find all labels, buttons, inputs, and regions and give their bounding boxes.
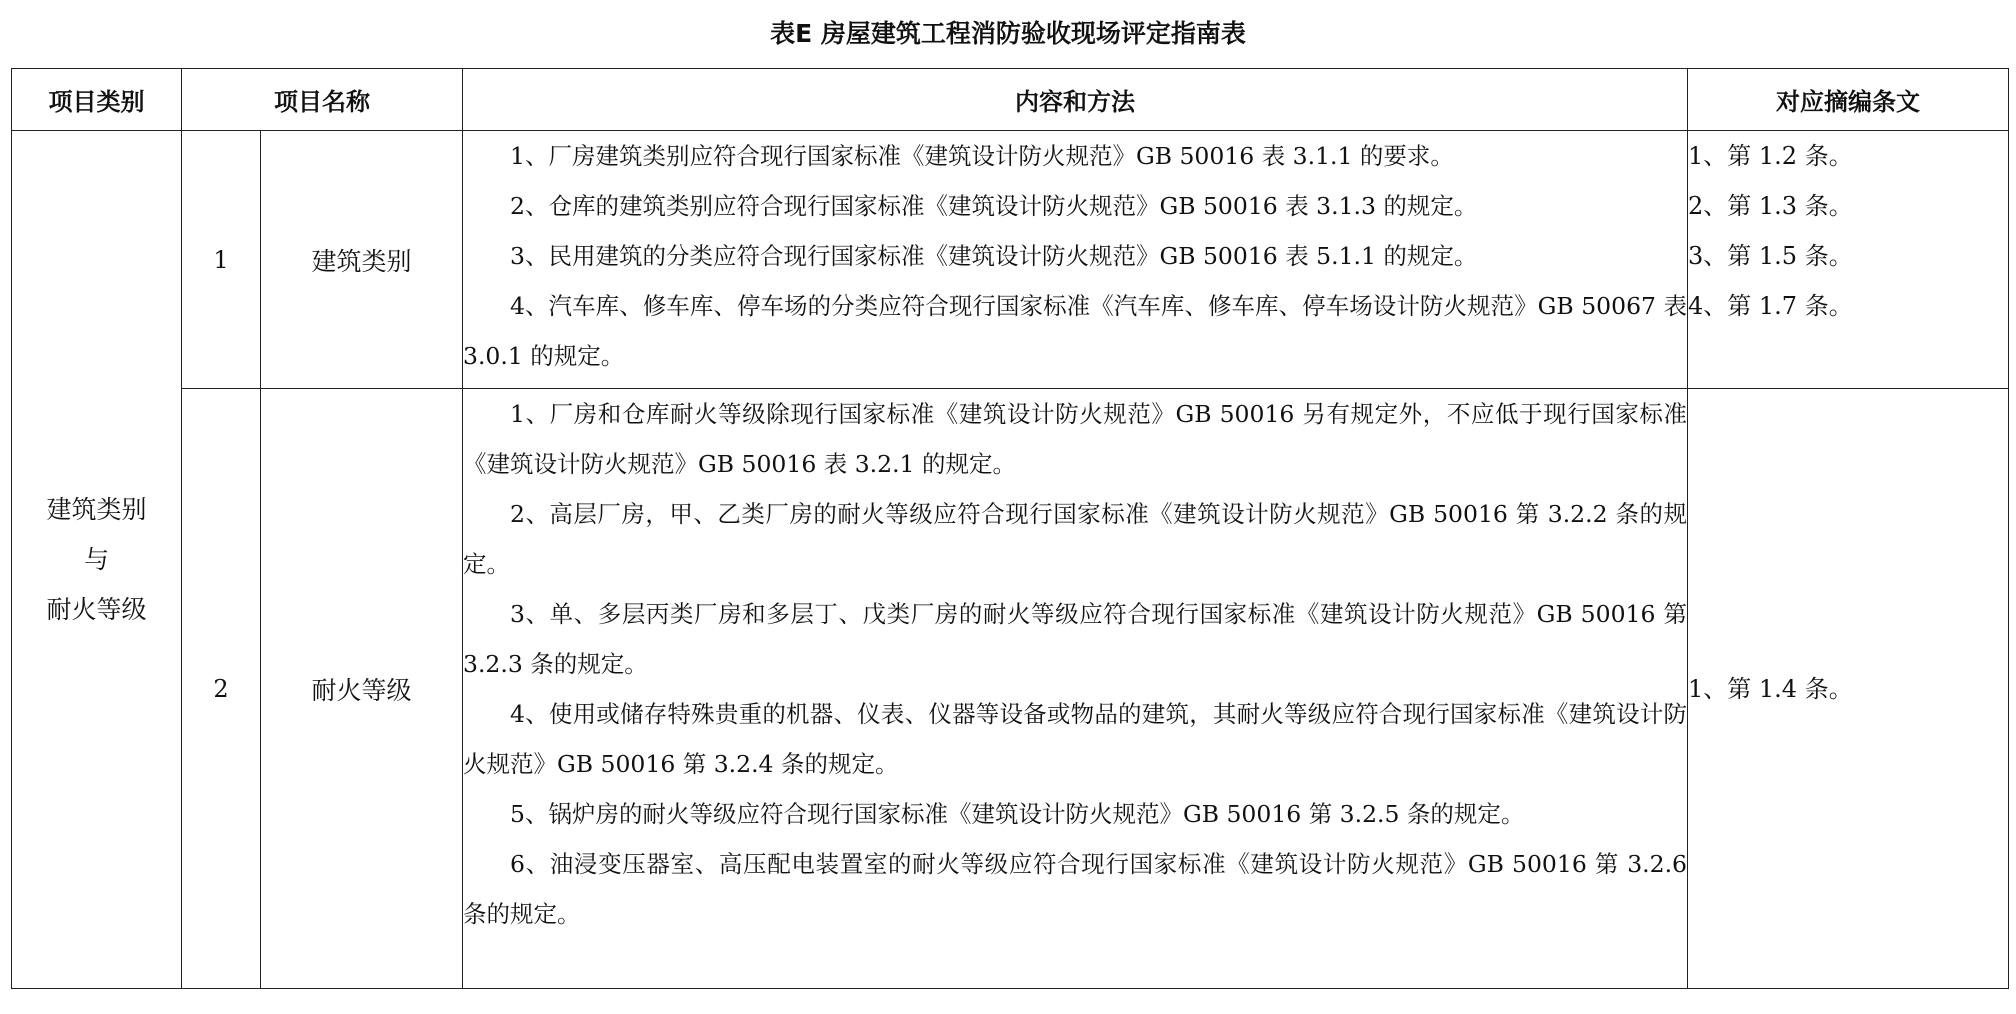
refs-cell [1688,131,2009,389]
ref-item: 4、第 1.7 条。 [1688,292,1853,320]
item-number: 2 [182,389,261,989]
content-paragraph: 1、厂房建筑类别应符合现行国家标准《建筑设计防火规范》GB 50016 表 3.1.1 的要求。 [510,142,1454,170]
content-cell [463,389,1688,989]
ref-item: 1、第 1.2 条。 [1688,142,1853,170]
item-number: 1 [182,131,261,389]
header-row [12,69,2009,131]
content-paragraph: 3、单、多层丙类厂房和多层丁、戊类厂房的耐火等级应符合现行国家标准《建筑设计防火规范》GB 50016 第 3.2.3 条的规定。 [463,600,1687,678]
item-name: 建筑类别 [261,131,463,389]
content-paragraph: 2、仓库的建筑类别应符合现行国家标准《建筑设计防火规范》GB 50016 表 3.1.3 的规定。 [510,192,1478,220]
item-name: 耐火等级 [261,389,463,989]
refs-cell [1688,389,2009,989]
evaluation-table [11,68,2009,989]
content-paragraph: 2、高层厂房，甲、乙类厂房的耐火等级应符合现行国家标准《建筑设计防火规范》GB 50016 第 3.2.2 条的规定。 [463,500,1687,578]
content-paragraph: 5、锅炉房的耐火等级应符合现行国家标准《建筑设计防火规范》GB 50016 第 3.2.5 条的规定。 [510,800,1525,828]
content-paragraph: 4、使用或储存特殊贵重的机器、仪表、仪器等设备或物品的建筑，其耐火等级应符合现行国家标准《建筑设计防火规范》GB 50016 第 3.2.4 条的规定。 [463,700,1687,778]
ref-item: 2、第 1.3 条。 [1688,192,1853,220]
header-content: 内容和方法 [463,69,1688,131]
content-paragraph: 1、厂房和仓库耐火等级除现行国家标准《建筑设计防火规范》GB 50016 另有规定外，不应低于现行国家标准《建筑设计防火规范》GB 50016 表 3.2.1 的规定。 [463,400,1687,478]
table-row [12,389,2009,989]
header-category: 项目类别 [12,69,182,131]
content-paragraph: 3、民用建筑的分类应符合现行国家标准《建筑设计防火规范》GB 50016 表 5.1.1 的规定。 [510,242,1478,270]
header-item-name: 项目名称 [182,69,463,131]
table-row [12,131,2009,389]
category-cell [12,131,182,989]
category-line: 耐火等级 [46,594,147,624]
content-paragraph: 4、汽车库、修车库、停车场的分类应符合现行国家标准《汽车库、修车库、停车场设计防火规范》GB 50067 表 3.0.1 的规定。 [463,292,1687,370]
content-paragraph: 6、油浸变压器室、高压配电装置室的耐火等级应符合现行国家标准《建筑设计防火规范》GB 50016 第 3.2.6 条的规定。 [463,850,1687,928]
content-cell [463,131,1688,389]
table-title: 表E 房屋建筑工程消防验收现场评定指南表 [770,19,1246,48]
ref-item: 1、第 1.4 条。 [1688,674,1853,703]
category-line: 建筑类别 [46,494,147,524]
header-refs: 对应摘编条文 [1688,69,2009,131]
category-line: 与 [83,544,109,574]
ref-item: 3、第 1.5 条。 [1688,242,1853,270]
